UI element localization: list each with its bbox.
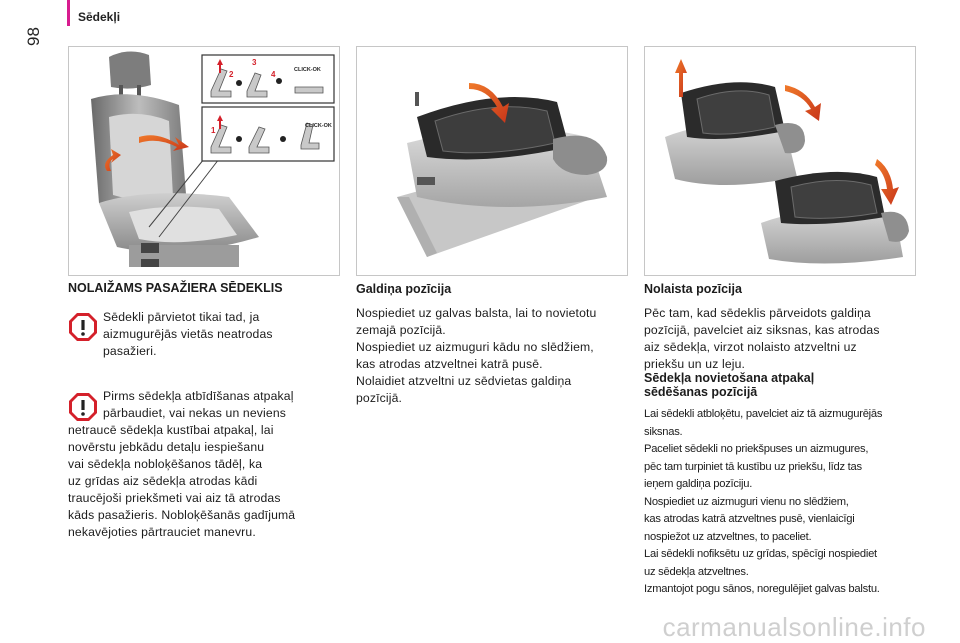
col3-body: Pēc tam, kad sēdeklis pārveidots galdiņa pozīcijā, pavelciet aiz siksnas, kas atrodas aiz sēdekļa, virzot nolaisto atzveltni uz priekšu un uz leju. xyxy=(644,306,880,371)
col3-title-text: Nolaista pozīcija xyxy=(644,282,742,296)
section-title: Sēdekļi xyxy=(78,10,121,24)
col1-warning2-rest: netraucē sēdekļa kustībai atpakaļ, lai novērstu jebkādu detaļu iespiešanu vai sēdekļa nobloķēšanos tādēļ, ka uz grīdas aiz sēdekļa atrodas kādi traucējoši priekšmeti vai aiz tā atrodas kāds pasažieris. Nobloķēšanās gadījumā nekavējoties pārtrauciet manevru. xyxy=(68,423,296,539)
col3-subtitle xyxy=(644,371,814,399)
step-3-label: 3 xyxy=(252,58,257,67)
step-1-label: 1 xyxy=(211,126,216,135)
table-position-illustration xyxy=(356,46,628,276)
col2-title xyxy=(356,282,451,296)
warning-icon xyxy=(68,312,98,342)
col2-body: Nospiediet uz galvas balsta, lai to novietotu zemajā pozīcijā. Nospiediet uz aizmuguri kādu no slēdžiem, kas atrodas atzveltnei katrā pusē. Nolaidiet atzveltni uz sēdvietas galdiņa pozīcijā. xyxy=(356,306,597,405)
folded-position-svg xyxy=(645,47,915,275)
click-ok-label-1: CLICK-OK xyxy=(294,67,321,73)
folded-position-illustration xyxy=(644,46,916,276)
accent-bar xyxy=(67,0,70,26)
step-2-label: 2 xyxy=(229,70,234,79)
table-position-svg xyxy=(357,47,627,275)
col3-body2: Lai sēdekli atbloķētu, pavelciet aiz tā aizmugurējās siksnas. Paceliet sēdekli no priekšpuses un aizmugures, pēc tam turpiniet tā kustību uz priekšu, līdz tas ieņem galdiņa pozīciju. Nospiediet uz aizmuguri vienu no slēdžiem, kas atrodas katrā atzveltnes pusē, vienlaicīgi nospiežot uz atzveltnes, to paceliet. Lai sēdekli nofiksētu uz grīdas, spēcīgi nospiediet uz sēdekļa atzveltnes. Izmantojot pogu sānos, noregulējiet galvas balstu. xyxy=(644,408,883,595)
col1-title xyxy=(68,281,283,295)
step-4-label: 4 xyxy=(271,70,276,79)
watermark: carmanualsonline.info xyxy=(662,612,926,642)
seat-illustration-svg xyxy=(69,47,339,275)
click-ok-label-2: CLICK-OK xyxy=(305,123,332,129)
col1-warning2-start: Pirms sēdekļa atbīdīšanas atpakaļ pārbaudiet, vai nekas un neviens xyxy=(103,389,294,420)
col2-title-text: Galdiņa pozīcija xyxy=(356,282,452,296)
col3-title xyxy=(644,282,742,296)
page-number: 98 xyxy=(24,27,43,46)
col1-title-text: NOLAIŽAMS PASAŽIERA SĒDEKLIS xyxy=(68,281,283,295)
seat-illustration xyxy=(68,46,340,276)
col1-warning1-text: Sēdekli pārvietot tikai tad, ja aizmugurējās vietās neatrodas pasažieri. xyxy=(103,310,273,358)
col3-subtitle-line2: sēdēšanas pozīcijā xyxy=(644,385,758,399)
warning-icon xyxy=(68,392,98,422)
col3-subtitle-line1: Sēdekļa novietošana atpakaļ xyxy=(644,371,815,385)
